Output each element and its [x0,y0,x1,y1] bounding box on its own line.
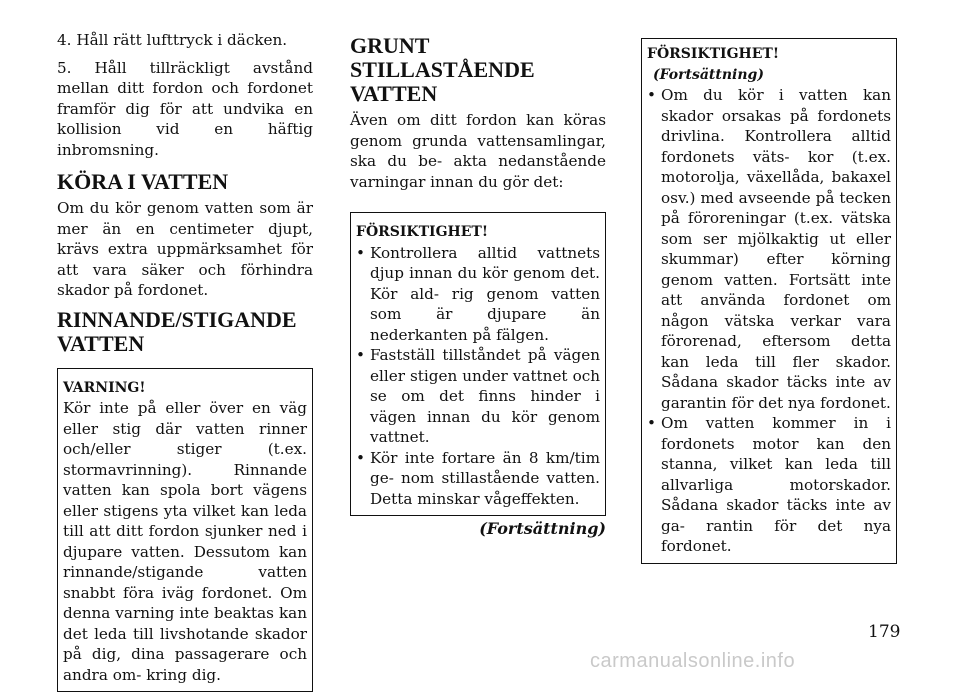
warning-text: Kör inte på eller över en väg eller stig där vatten rinner och/eller stiger (t.ex. stormavrinning). Rinnande vatten kan spola bort vägens eller stigens yta vilket kan leda till att ditt fordon sjunker ned i djupare vatten. Dessutom kan rinnande/stigande vatten snabbt föra iväg fordonet. Om denna varning inte beaktas kan det leda till livshotande skador på dig, dina passagerare och andra om- kring dig. [63,398,307,685]
heading-line: VATTEN [57,331,144,356]
warning-box [57,368,313,692]
caution-list [356,243,600,510]
caution-title-row [647,44,891,85]
caution-box [350,212,606,516]
caution-list [647,85,891,557]
column-right [641,30,897,564]
caution-item: • Fastställ tillståndet på vägen eller stigen under vattnet och se om det finns hinder i vägen innan du kör genom vattnet. [356,345,600,448]
heading-shallow-water [350,34,606,106]
heading-line: GRUNT STILLASTÅENDE [350,33,535,82]
caution-item: • Kontrollera alltid vattnets djup innan du kör genom det. Kör ald- rig genom vatten som är djupare än nederkanten på fälgen. [356,243,600,346]
caution-item: • Kör inte fortare än 8 km/tim ge- nom stillastående vatten. Detta minskar vågeffekten. [356,448,600,510]
page-number: 179 [868,622,900,642]
list-item-5: 5. Håll tillräckligt avstånd mellan ditt fordon och fordonet framför dig för att undvika en kollision vid en häftig inbromsning. [57,58,313,161]
caution-item: • Om vatten kommer in i fordonets motor kan den stanna, vilket kan leda till allvarliga motorskador. Sådana skador täcks inte av ga- rantin för det nya fordonet. [647,413,891,557]
caution-title: FÖRSIKTIGHET! [647,46,779,62]
heading-line: RINNANDE/STIGANDE [57,307,297,332]
intro-paragraph: Även om ditt fordon kan köras genom grunda vattensamlingar, ska du be- akta nedanstående varningar innan du gör det: [350,110,606,192]
watermark: carmanualsonline.info [590,650,795,673]
continued-label: (Fortsättning) [653,67,764,83]
column-left [57,30,313,692]
caution-item: • Om du kör i vatten kan skador orsakas på fordonets drivlina. Kontrollera alltid fordonets väts- kor (t.ex. motorolja, växellåda, bakaxel osv.) med avseende på tecken på föroreningar (t.ex. vätska som ser mjölkaktig ut eller skummar) efter körning genom vatten. Fortsätt inte att använda fordonet om någon vätska verkar vara förorenad, eftersom detta kan leda till fler skador. Sådana skador täcks inte av garantin för det nya fordonet. [647,85,891,413]
continued-label: (Fortsättning) [350,519,606,540]
column-middle [350,30,606,540]
intro-paragraph: Om du kör genom vatten som är mer än en centimeter djupt, krävs extra uppmärksamhet för att vara säker och förhindra skador på fordonet. [57,198,313,301]
warning-title: VARNING! [63,378,307,399]
heading-line: VATTEN [350,81,437,106]
heading-driving-in-water: KÖRA I VATTEN [57,170,313,194]
caution-title: FÖRSIKTIGHET! [356,222,600,243]
caution-box-continued [641,38,897,564]
list-item-4: 4. Håll rätt lufttryck i däcken. [57,30,313,51]
heading-flowing-water [57,308,313,356]
